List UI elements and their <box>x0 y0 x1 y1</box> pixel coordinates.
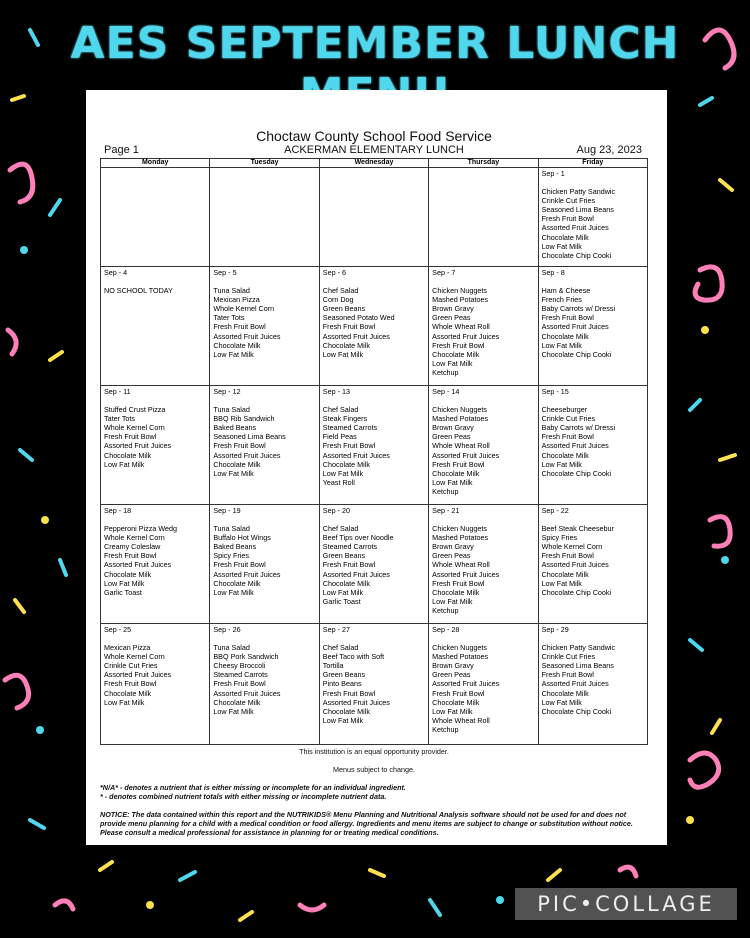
star-note: * - denotes combined nutrient totals with either missing or incomplete nutrient data. <box>100 792 387 801</box>
day-cell <box>101 267 210 386</box>
menu-item: Steamed Carrots <box>213 670 268 680</box>
day-cell <box>538 386 647 505</box>
day-cell <box>210 505 319 624</box>
menu-item: Chocolate Milk <box>432 587 480 597</box>
menu-item: Fresh Fruit Bowl <box>104 679 157 689</box>
menu-item: Low Fat Milk <box>104 697 145 707</box>
day-cell <box>101 505 210 624</box>
menu-item: Whole Kernel Corn <box>213 304 275 314</box>
na-note: *N/A* - denotes a nutrient that is either missing or incomplete for an individual ingredient. <box>100 783 406 792</box>
menu-item: Chocolate Milk <box>213 459 261 469</box>
menu-item: Fresh Fruit Bowl <box>541 313 594 323</box>
menu-item: Chocolate Milk <box>213 578 261 588</box>
day-date: Sep - 27 <box>322 625 350 634</box>
day-header: Wednesday <box>319 159 428 168</box>
menu-item: Crinkle Cut Fries <box>541 652 596 662</box>
menu-item: Low Fat Milk <box>432 596 473 606</box>
menu-item: Tuna Salad <box>213 286 250 296</box>
menu-item: Ketchup <box>432 486 459 496</box>
day-cell <box>210 267 319 386</box>
menu-item: Assorted Fruit Juices <box>322 331 390 341</box>
menu-item: Chocolate Milk <box>432 697 480 707</box>
menu-item: Fresh Fruit Bowl <box>322 688 376 698</box>
menu-item: Low Fat Milk <box>104 578 145 588</box>
menu-item: Fresh Fruit Bowl <box>104 432 157 442</box>
menu-item: Pepperoni Pizza Wedg <box>104 524 177 534</box>
menu-item: Ketchup <box>432 367 459 377</box>
menu-item: Whole Kernel Corn <box>104 652 165 662</box>
day-date: Sep - 1 <box>541 169 565 178</box>
menu-item: Assorted Fruit Juices <box>104 441 172 451</box>
day-header-row <box>101 159 648 168</box>
day-cell <box>210 624 319 745</box>
menu-item: Baby Carrots w/ Dressi <box>541 423 616 433</box>
menu-item: Whole Kernel Corn <box>541 542 603 552</box>
menu-item: Fresh Fruit Bowl <box>322 560 376 570</box>
day-cell <box>429 624 538 745</box>
day-date: Sep - 29 <box>541 625 569 634</box>
day-cell <box>319 505 428 624</box>
day-cell <box>429 168 538 267</box>
week-row <box>101 267 648 386</box>
day-cell <box>538 505 647 624</box>
menu-item: Low Fat Milk <box>541 697 582 707</box>
menu-item: Crinkle Cut Fries <box>541 196 596 206</box>
menu-item: Mashed Potatoes <box>432 533 489 543</box>
menu-item: Chocolate Milk <box>322 706 370 716</box>
menu-item: Chocolate Milk <box>541 450 589 460</box>
menu-item: Tater Tots <box>213 313 245 323</box>
menu-item: French Fries <box>541 295 582 305</box>
day-date: Sep - 26 <box>213 625 241 634</box>
menu-item: Brown Gravy <box>432 423 474 433</box>
menu-item: Low Fat Milk <box>213 587 254 597</box>
menu-item: Baby Carrots w/ Dressi <box>541 304 616 314</box>
footer <box>100 747 648 837</box>
menu-item: Chocolate Milk <box>541 232 589 242</box>
menu-item: Low Fat Milk <box>541 241 582 251</box>
day-date: Sep - 4 <box>104 268 128 277</box>
menu-item: Low Fat Milk <box>213 468 254 478</box>
menu-item: Baked Beans <box>213 542 257 552</box>
menu-item: Low Fat Milk <box>432 706 473 716</box>
menu-item: Fresh Fruit Bowl <box>541 551 594 561</box>
menu-item: BBQ Rib Sandwich <box>213 414 275 424</box>
day-cell <box>319 168 428 267</box>
menu-item: Fresh Fruit Bowl <box>104 551 157 561</box>
menu-item: Assorted Fruit Juices <box>104 560 172 570</box>
menu-item: Assorted Fruit Juices <box>432 679 500 689</box>
day-header: Monday <box>101 159 210 168</box>
menu-item: Low Fat Milk <box>432 358 473 368</box>
menu-item: Chef Salad <box>322 286 359 296</box>
day-header: Tuesday <box>210 159 319 168</box>
menu-item: Chicken Nuggets <box>432 643 487 653</box>
menu-item: Mashed Potatoes <box>432 652 489 662</box>
menu-item: Chocolate Milk <box>541 569 589 579</box>
day-cell <box>538 267 647 386</box>
menu-item: Fresh Fruit Bowl <box>432 578 485 588</box>
menu-item: Steamed Carrots <box>322 423 378 433</box>
menu-item: Assorted Fruit Juices <box>213 331 281 341</box>
menu-item: Chocolate Chip Cooki <box>541 587 612 597</box>
equal-opportunity-note: This institution is an equal opportunity provider. <box>299 747 449 756</box>
menu-item: Steak Fingers <box>322 414 368 424</box>
menu-document <box>86 90 667 845</box>
day-date: Sep - 28 <box>432 625 460 634</box>
menu-item: Fresh Fruit Bowl <box>541 432 594 442</box>
menu-item: Whole Wheat Roll <box>432 560 490 570</box>
day-date: Sep - 11 <box>104 387 131 396</box>
menu-item: Fresh Fruit Bowl <box>213 441 266 451</box>
menu-item: Tuna Salad <box>213 643 250 653</box>
menu-item: Low Fat Milk <box>322 349 364 359</box>
menu-item: Corn Dog <box>322 295 354 305</box>
day-date: Sep - 14 <box>432 387 460 396</box>
day-cell <box>429 386 538 505</box>
menu-item: Low Fat Milk <box>322 587 364 597</box>
day-cell <box>429 267 538 386</box>
menu-item: Low Fat Milk <box>322 468 364 478</box>
day-header: Thursday <box>429 159 538 168</box>
menu-item: Assorted Fruit Juices <box>541 441 609 451</box>
menu-item: Fresh Fruit Bowl <box>432 688 485 698</box>
menu-item: Chicken Nuggets <box>432 405 487 415</box>
menu-item: Whole Wheat Roll <box>432 322 490 332</box>
menu-item: Seasoned Lima Beans <box>213 432 286 442</box>
menu-item: Green Peas <box>432 551 471 561</box>
menu-item: Crinkle Cut Fries <box>104 661 158 671</box>
day-date: Sep - 15 <box>541 387 569 396</box>
menu-item: Brown Gravy <box>432 661 474 671</box>
day-date: Sep - 8 <box>541 268 565 277</box>
menu-item: Fresh Fruit Bowl <box>213 322 266 332</box>
report-date: Aug 23, 2023 <box>576 144 642 156</box>
menu-item: Yeast Roll <box>322 477 355 487</box>
menu-item: Chocolate Chip Cooki <box>541 706 612 716</box>
menu-item: Seasoned Lima Beans <box>541 661 614 671</box>
day-date: Sep - 22 <box>541 506 569 515</box>
menu-item: Seasoned Lima Beans <box>541 205 614 215</box>
day-cell <box>319 624 428 745</box>
menu-item: Assorted Fruit Juices <box>213 688 281 698</box>
menu-item: Low Fat Milk <box>541 578 582 588</box>
menu-item: Fresh Fruit Bowl <box>541 670 594 680</box>
menu-item: Pinto Beans <box>322 679 362 689</box>
menu-item: Cheesy Broccoli <box>213 661 266 671</box>
menu-item: Assorted Fruit Juices <box>541 322 609 332</box>
menu-item: Chocolate Milk <box>322 578 370 588</box>
week-row <box>101 386 648 505</box>
menu-item: Steamed Carrots <box>322 542 378 552</box>
menu-item: Mashed Potatoes <box>432 414 489 424</box>
day-cell <box>319 267 428 386</box>
menu-item: Buffalo Hot Wings <box>213 533 271 543</box>
menu-item: Assorted Fruit Juices <box>432 331 500 341</box>
menu-item: Green Peas <box>432 313 471 323</box>
subject-to-change-note: Menus subject to change. <box>333 765 415 774</box>
menu-item: Chocolate Milk <box>432 468 480 478</box>
menu-item: Chicken Nuggets <box>432 524 487 534</box>
menu-item: Tater Tots <box>104 414 136 424</box>
menu-item: Chocolate Milk <box>213 340 261 350</box>
day-cell <box>319 386 428 505</box>
menu-item: Ketchup <box>432 724 459 734</box>
menu-item: Assorted Fruit Juices <box>104 670 172 680</box>
menu-item: Chocolate Milk <box>322 459 370 469</box>
menu-item: Low Fat Milk <box>322 715 364 725</box>
menu-item: Beef Steak Cheesebur <box>541 524 614 534</box>
menu-item: Chocolate Chip Cooki <box>541 468 612 478</box>
day-date: Sep - 7 <box>432 268 456 277</box>
menu-item: Creamy Coleslaw <box>104 542 161 552</box>
menu-item: Assorted Fruit Juices <box>541 679 609 689</box>
menu-item: Fresh Fruit Bowl <box>322 441 376 451</box>
day-date: Sep - 20 <box>322 506 350 515</box>
menu-item: Assorted Fruit Juices <box>541 560 609 570</box>
menu-item: Chocolate Milk <box>432 349 480 359</box>
menu-item: Chef Salad <box>322 524 359 534</box>
menu-item: Mashed Potatoes <box>432 295 489 305</box>
menu-item: Tuna Salad <box>213 524 250 534</box>
menu-item: Brown Gravy <box>432 304 474 314</box>
menu-item: Beef Taco with Soft <box>322 652 385 662</box>
menu-item: Chocolate Chip Cooki <box>541 349 612 359</box>
menu-item: Assorted Fruit Juices <box>541 223 609 233</box>
menu-item: Assorted Fruit Juices <box>432 450 500 460</box>
menu-item: Ketchup <box>432 605 459 615</box>
menu-item: Mexican Pizza <box>213 295 260 305</box>
menu-item: Chocolate Milk <box>104 688 152 698</box>
menu-item: Chocolate Milk <box>322 340 370 350</box>
menu-item: Chocolate Milk <box>541 331 589 341</box>
menu-item: Whole Wheat Roll <box>432 441 490 451</box>
day-date: Sep - 19 <box>213 506 241 515</box>
menu-item: Low Fat Milk <box>213 349 254 359</box>
pic-collage-watermark: PIC•COLLAGE <box>515 888 737 920</box>
day-date: Sep - 5 <box>213 268 237 277</box>
menu-item: Low Fat Milk <box>432 477 473 487</box>
day-cell <box>210 386 319 505</box>
menu-item: Crinkle Cut Fries <box>541 414 596 424</box>
menu-item: Brown Gravy <box>432 542 474 552</box>
week-row <box>101 624 648 745</box>
menu-item: Low Fat Milk <box>213 706 254 716</box>
day-date: Sep - 18 <box>104 506 132 515</box>
menu-item: Spicy Fries <box>213 551 249 561</box>
menu-item: Seasoned Potato Wed <box>322 313 395 323</box>
menu-item: Chef Salad <box>322 405 359 415</box>
menu-item: Chicken Patty Sandwic <box>541 187 616 197</box>
menu-content <box>100 128 648 837</box>
menu-item: Chocolate Milk <box>104 450 152 460</box>
menu-item: Fresh Fruit Bowl <box>213 560 266 570</box>
menu-item: Chocolate Milk <box>104 569 152 579</box>
menu-item: Whole Kernel Corn <box>104 533 165 543</box>
menu-item: Chicken Nuggets <box>432 286 487 296</box>
menu-item: Chocolate Chip Cooki <box>541 250 612 260</box>
banner-title: AES SEPTEMBER LUNCH <box>70 18 680 69</box>
day-cell <box>101 624 210 745</box>
menu-item: Fresh Fruit Bowl <box>541 214 594 224</box>
menu-item: Green Peas <box>432 670 471 680</box>
menu-item: Fresh Fruit Bowl <box>432 459 485 469</box>
menu-item: Assorted Fruit Juices <box>322 697 390 707</box>
menu-item: Fresh Fruit Bowl <box>213 679 266 689</box>
menu-item: Baked Beans <box>213 423 257 433</box>
menu-item: Assorted Fruit Juices <box>432 569 500 579</box>
menu-item: Chocolate Milk <box>213 697 261 707</box>
subheader <box>100 144 648 158</box>
day-date: Sep - 6 <box>322 268 346 277</box>
menu-item: Chicken Patty Sandwic <box>541 643 616 653</box>
menu-item: Green Beans <box>322 304 366 314</box>
menu-item: Green Beans <box>322 670 366 680</box>
day-cell <box>538 624 647 745</box>
day-date: Sep - 25 <box>104 625 132 634</box>
menu-item: Chocolate Milk <box>541 688 589 698</box>
menu-item: Low Fat Milk <box>541 340 582 350</box>
menu-item: Tortilla <box>322 661 344 671</box>
menu-item: Assorted Fruit Juices <box>322 450 390 460</box>
menu-item: Green Peas <box>432 432 471 442</box>
menu-item: Tuna Salad <box>213 405 250 415</box>
menu-item: Low Fat Milk <box>541 459 582 469</box>
menu-item: Assorted Fruit Juices <box>322 569 390 579</box>
menu-item: Fresh Fruit Bowl <box>432 340 485 350</box>
day-date: Sep - 13 <box>322 387 350 396</box>
menu-calendar <box>100 158 648 745</box>
org-title: Choctaw County School Food Service <box>256 128 492 144</box>
menu-item: BBQ Pork Sandwich <box>213 652 279 662</box>
notice-note: NOTICE: The data contained within this report and the NUTRIKIDS® Menu Planning and Nutritional Analysis software should not be used for and does not provide menu planning for a child with a medical condition or food allergy. Ingredients and menu items are subject to change or substitution without notice. Please consult a medical professional for assistance in planning for or treating medical conditions. <box>100 810 633 837</box>
menu-item: Low Fat Milk <box>104 459 145 469</box>
menu-item: Stuffed Crust Pizza <box>104 405 166 415</box>
menu-item: Field Peas <box>322 432 357 442</box>
menu-item: Garlic Toast <box>322 596 361 606</box>
menu-item: Assorted Fruit Juices <box>213 450 281 460</box>
day-header: Friday <box>538 159 647 168</box>
page-number: Page 1 <box>104 144 139 156</box>
menu-item: Cheeseburger <box>541 405 588 415</box>
day-cell <box>429 505 538 624</box>
day-cell <box>538 168 647 267</box>
menu-item: Spicy Fries <box>541 533 578 543</box>
menu-item: NO SCHOOL TODAY <box>104 286 173 296</box>
menu-item: Assorted Fruit Juices <box>213 569 281 579</box>
menu-item: Chef Salad <box>322 643 359 653</box>
menu-item: Whole Kernel Corn <box>104 423 165 433</box>
day-cell <box>101 168 210 267</box>
week-row <box>101 168 648 267</box>
menu-item: Whole Wheat Roll <box>432 715 490 725</box>
menu-item: Ham & Cheese <box>541 286 591 296</box>
menu-item: Green Beans <box>322 551 366 561</box>
menu-item: Mexican Pizza <box>104 643 151 653</box>
day-cell <box>210 168 319 267</box>
menu-item: Garlic Toast <box>104 587 142 597</box>
week-row <box>101 505 648 624</box>
day-date: Sep - 12 <box>213 387 241 396</box>
day-cell <box>101 386 210 505</box>
menu-item: Fresh Fruit Bowl <box>322 322 376 332</box>
menu-item: Beef Tips over Noodle <box>322 533 394 543</box>
school-name: ACKERMAN ELEMENTARY LUNCH <box>284 144 464 156</box>
day-date: Sep - 21 <box>432 506 460 515</box>
